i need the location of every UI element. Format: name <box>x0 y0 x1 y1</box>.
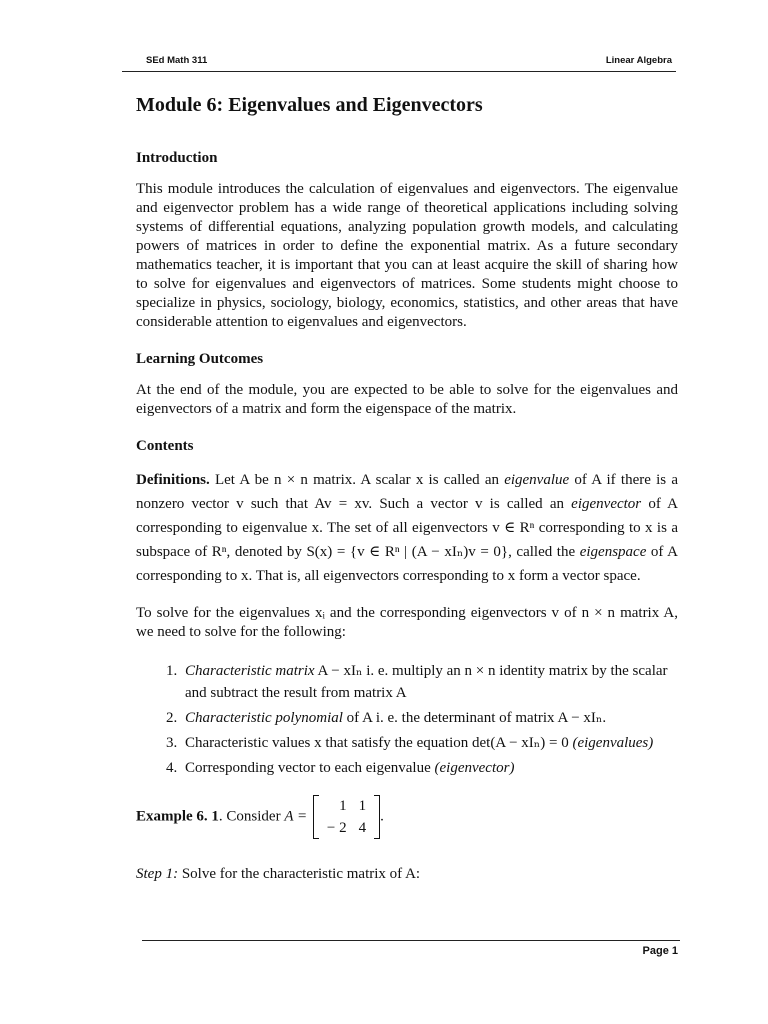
footer-rule <box>142 940 680 941</box>
step-tail: (eigenvector) <box>434 760 515 776</box>
step-lead: Characteristic matrix <box>185 663 315 679</box>
step-lead: Characteristic polynomial <box>185 710 343 726</box>
example-consider: . Consider <box>218 808 285 825</box>
step-text: A − xIₙ i. e. multiply an n × n identity matrix by the scalar and subtract the result from matrix A <box>185 663 668 701</box>
definitions-text-4: of A corresponding to x. That is, all eigenvectors corresponding to x form a vector space. <box>136 544 679 584</box>
step-text: of A i. e. the determinant of matrix A − xIₙ. <box>342 710 607 726</box>
step-tail: (eigenvalues) <box>572 735 654 751</box>
step-text: Corresponding vector to each eigenvalue <box>185 760 435 776</box>
definitions-text-1: Let A be n × n matrix. A scalar x is called an <box>209 472 505 488</box>
step-text: Characteristic values x that satisfy the equation det(A − xIₙ) = 0 <box>185 735 573 751</box>
matrix-cell: 1 <box>358 798 367 814</box>
introduction-text: This module introduces the calculation of eigenvalues and eigenvectors. The eigenvalue and eigenvector problem has a wide range of theoretical applications including solving systems of differential equations, analyzing population growth models, and calculating powers of matrices in order to define the exponential matrix. As a future secondary mathematics teacher, it is important that you can at least acquire the skill of sharing how to solve for eigenvalues and eigenvectors of matrices. Some students might choose to specialize in physics, sociology, biology, economics, statistics, and other areas that have considerable attention to eigenvalues and eigenvectors. <box>136 181 678 330</box>
step1-label: Step 1: <box>136 866 179 882</box>
definitions-text-2: of A if there is a nonzero vector v such that Av = xv. Such a vector v is called an <box>136 472 678 512</box>
step1-text: Solve for the characteristic matrix of A: <box>178 866 421 882</box>
page-header <box>122 51 676 72</box>
steps-list <box>136 660 678 779</box>
list-item <box>181 757 678 779</box>
learning-outcomes-heading: Learning Outcomes <box>136 351 264 367</box>
matrix-lhs: A = <box>284 808 308 825</box>
introduction-heading: Introduction <box>136 150 218 166</box>
matrix-cell: 4 <box>358 820 367 836</box>
module-title: Module 6: Eigenvalues and Eigenvectors <box>136 94 483 116</box>
list-item <box>181 707 678 729</box>
term-eigenvector: eigenvector <box>571 496 642 512</box>
step1-line <box>136 865 678 884</box>
definitions-paragraph <box>136 468 678 588</box>
term-eigenspace: eigenspace <box>579 544 647 560</box>
course-title: Linear Algebra <box>605 55 672 66</box>
course-code: SEd Math 311 <box>146 55 208 66</box>
matrix-cell: − 2 <box>326 820 347 836</box>
example-period: . <box>380 808 384 825</box>
example-line <box>136 795 678 839</box>
page-content <box>136 92 678 902</box>
contents-heading: Contents <box>136 438 194 454</box>
page-number: Page 1 <box>642 945 678 957</box>
definitions-label: Definitions. <box>136 472 210 488</box>
matrix-cell: 1 <box>339 798 347 814</box>
list-item <box>181 732 678 754</box>
example-label: Example 6. 1 <box>136 808 219 825</box>
solve-intro-text: To solve for the eigenvalues xᵢ and the corresponding eigenvectors v of n × n matrix A, we need to solve for the following: <box>136 605 678 640</box>
list-item <box>181 660 678 704</box>
definitions-text-3: of A corresponding to eigenvalue x. The set of all eigenvectors v ∈ Rⁿ corresponding to x is a subspace of Rⁿ, denoted by S(x) = {v ∈ Rⁿ | (A − xIₙ)v = 0}, called the <box>136 496 678 560</box>
term-eigenvalue: eigenvalue <box>504 472 570 488</box>
learning-outcomes-text: At the end of the module, you are expected to be able to solve for the eigenvalues and eigenvectors of a matrix and form the eigenspace of the matrix. <box>136 382 678 417</box>
matrix-a <box>313 795 380 839</box>
